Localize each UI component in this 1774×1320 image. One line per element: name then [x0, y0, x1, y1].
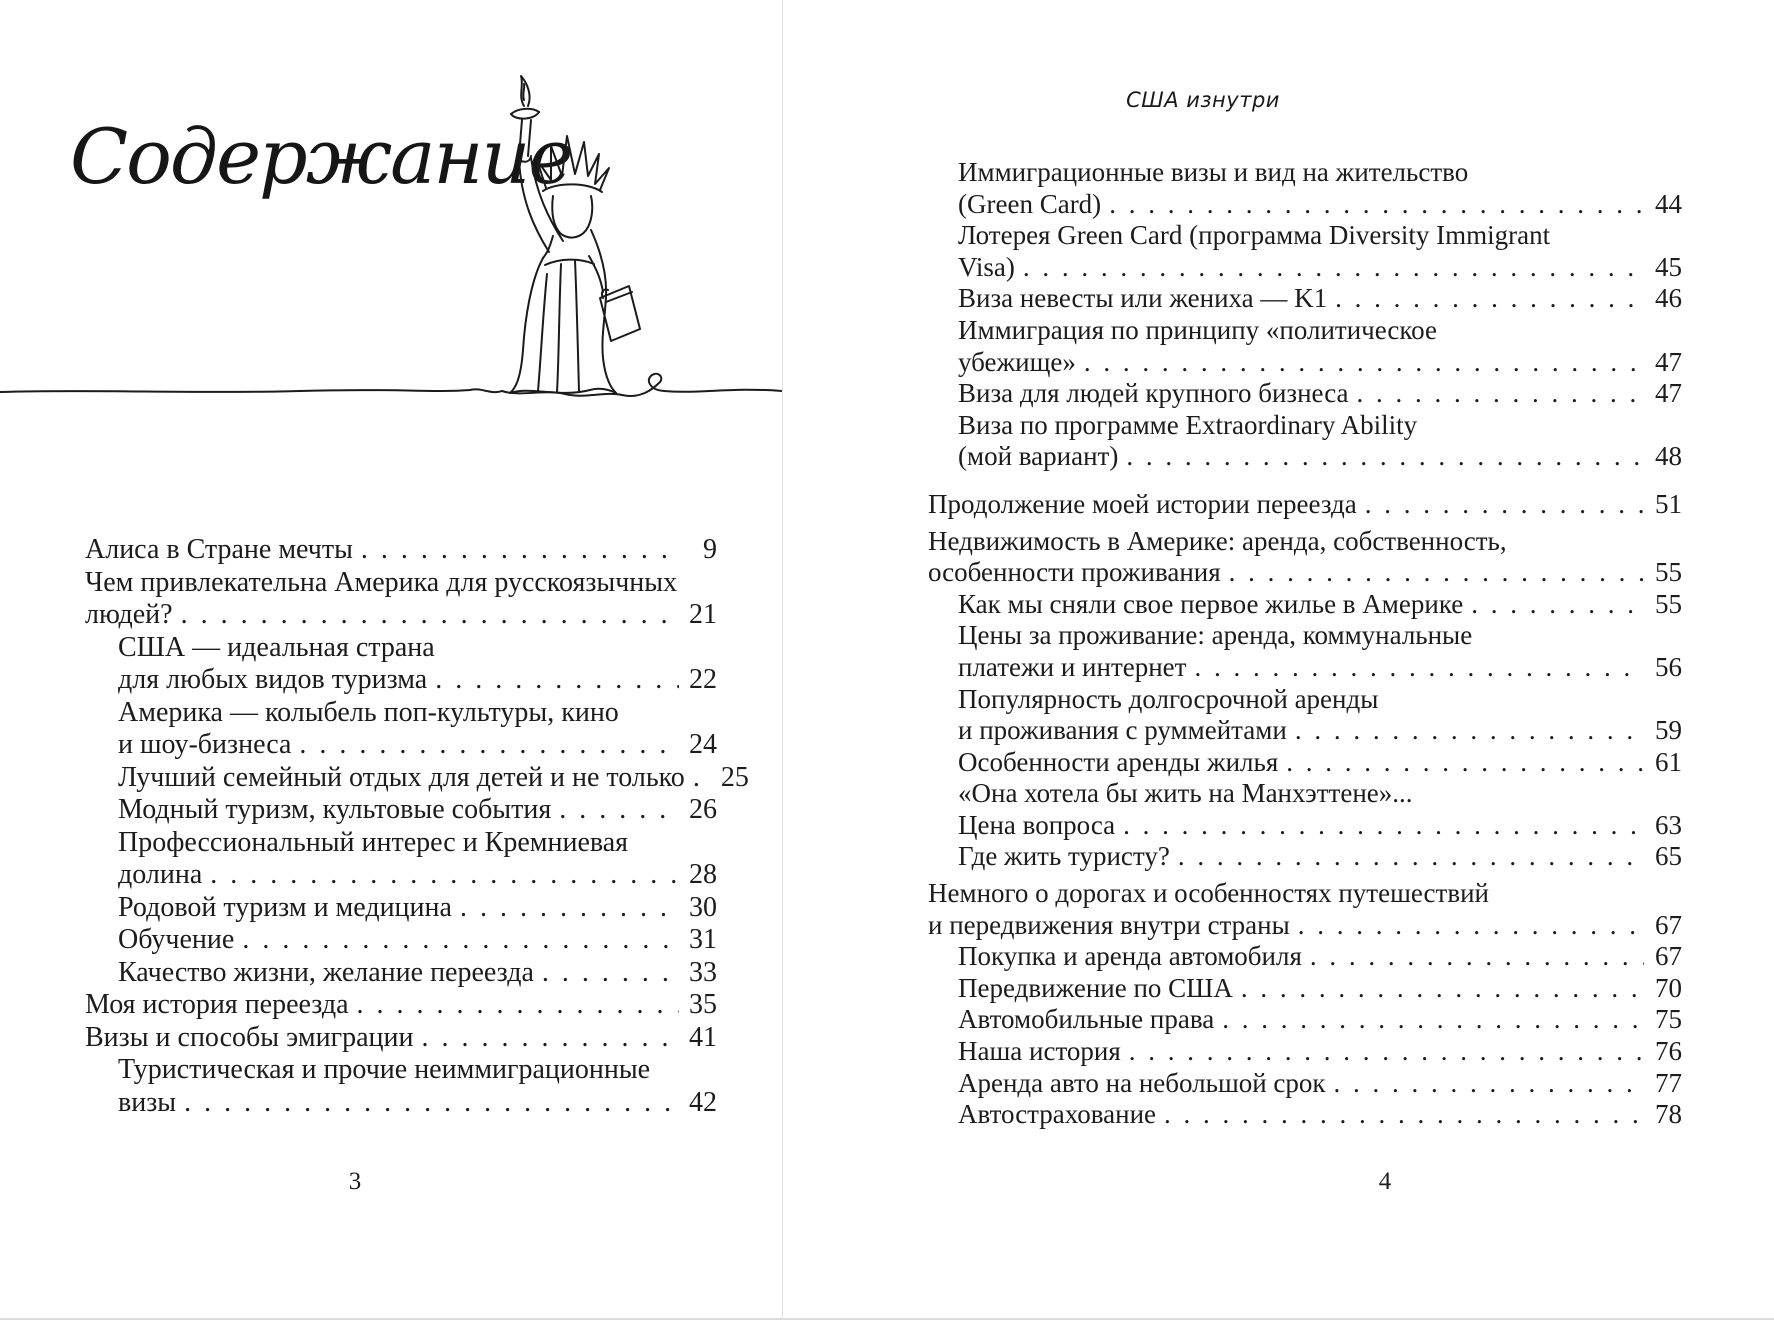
toc-entry-text: Моя история переезда: [85, 989, 349, 1020]
toc-row: [928, 1004, 1682, 1036]
right-page-number: 4: [1378, 1168, 1392, 1195]
toc-entry-text: Цены за проживание: аренда, коммунальные: [958, 620, 1473, 651]
toc-row: [928, 747, 1682, 779]
toc-page-number: 65: [1655, 841, 1682, 872]
dot-leader: [1295, 715, 1644, 747]
toc-page-number: 44: [1655, 188, 1682, 219]
toc-entry-text: Автомобильные права: [958, 1004, 1215, 1035]
toc-row: [928, 252, 1682, 284]
toc-page-number: 33: [689, 956, 717, 988]
dot-leader: [542, 957, 679, 990]
toc-entry-text: Visa): [958, 251, 1015, 282]
toc-page-number: 78: [1655, 1099, 1682, 1130]
toc-row: [928, 1099, 1682, 1131]
dot-leader: [1023, 252, 1644, 284]
toc-entry-text: Наша история: [958, 1036, 1121, 1067]
toc-page-number: 41: [689, 1021, 717, 1053]
dot-leader: [210, 859, 679, 892]
toc-row: [85, 859, 717, 892]
toc-entry-text: Модный туризм, культовые события: [118, 794, 552, 825]
toc-row: [928, 715, 1682, 747]
toc-entry-text: Алиса в Стране мечты: [85, 534, 353, 565]
toc-row: [928, 557, 1682, 589]
dot-leader: [242, 924, 679, 957]
toc-row: [928, 378, 1682, 410]
toc-row: [85, 1087, 717, 1120]
dot-leader: [1286, 747, 1644, 779]
toc-entry-text: Аренда авто на небольшой срок: [958, 1067, 1326, 1098]
toc-entry-text: (Green Card): [958, 188, 1102, 219]
toc-row: [85, 761, 749, 795]
toc-entry-text: и передвижения внутри страны: [928, 909, 1290, 940]
toc-row: [85, 697, 717, 730]
toc-entry-text: платежи и интернет: [958, 651, 1187, 682]
toc-row: [85, 892, 717, 925]
toc-row: [928, 283, 1682, 315]
dot-leader: [1084, 347, 1644, 379]
toc-row: [928, 910, 1682, 942]
toc-page-number: 55: [1655, 557, 1682, 588]
toc-page-number: 75: [1655, 1004, 1682, 1035]
dot-leader: [1123, 810, 1644, 842]
toc-row: [928, 410, 1682, 442]
toc-page-number: 67: [1655, 941, 1682, 972]
dot-leader: [435, 664, 679, 697]
toc-page-number: 45: [1655, 251, 1682, 282]
toc-entry-text: Иммиграция по принципу «политическое: [958, 314, 1437, 345]
toc-entry-text: Как мы сняли свое первое жилье в Америке: [958, 588, 1464, 619]
dot-leader: [181, 599, 679, 632]
toc-entry-text: Где жить туристу?: [958, 841, 1170, 872]
dot-leader: [1357, 378, 1645, 410]
toc-row: [85, 1054, 717, 1087]
toc-entry-text: убежище»: [958, 346, 1076, 377]
dot-leader: [1194, 652, 1644, 684]
toc-row: [85, 989, 717, 1022]
toc-entry-text: Передвижение по США: [958, 972, 1233, 1003]
toc-page-number: 21: [689, 599, 717, 630]
toc-entry-text: Иммиграционные визы и вид на жительство: [958, 157, 1469, 187]
toc-entry-text: США — идеальная страна: [118, 631, 435, 663]
toc-page-number: 28: [689, 859, 717, 890]
dot-leader: [1164, 1099, 1644, 1131]
toc-row: [85, 599, 717, 632]
toc-list-left: [85, 534, 749, 1119]
toc-page-number: 56: [1655, 651, 1682, 682]
toc-row: [928, 620, 1682, 652]
toc-entry-text: и шоу-бизнеса: [118, 729, 292, 760]
toc-page-number: 51: [1655, 488, 1682, 519]
dot-leader: [1229, 557, 1644, 589]
toc-page-number: 77: [1655, 1067, 1682, 1098]
toc-page-number: 47: [1655, 346, 1682, 377]
toc-entry-text: долина: [118, 859, 203, 890]
dot-leader: [1335, 283, 1644, 315]
toc-entry-text: Автострахование: [958, 1099, 1157, 1130]
toc-entry-text: Туристическая и прочие неиммиграционные: [118, 1054, 651, 1085]
toc-row: [85, 729, 717, 762]
toc-entry-text: визы: [118, 1086, 177, 1118]
toc-entry-text: Качество жизни, желание переезда: [118, 956, 534, 988]
toc-entry-text: Чем привлекательна Америка для русскоязычных: [85, 566, 678, 598]
toc-row: [928, 1068, 1682, 1100]
dot-leader: [1178, 841, 1644, 873]
toc-entry-text: Виза по программе Extraordinary Ability: [958, 409, 1418, 440]
toc-entry-text: Немного о дорогах и особенностях путешествий: [928, 878, 1489, 909]
toc-entry-text: Недвижимость в Америке: аренда, собственность,: [928, 525, 1507, 556]
toc-row: [928, 778, 1682, 810]
toc-page-number: 59: [1655, 715, 1682, 746]
toc-page-number: 42: [689, 1086, 717, 1118]
toc-page-number: 70: [1655, 972, 1682, 1003]
toc-page-number: 24: [689, 729, 717, 760]
toc-page-number: 26: [689, 794, 717, 825]
dot-leader: [693, 762, 711, 795]
toc-row: [85, 534, 717, 567]
dot-leader: [1109, 189, 1644, 221]
toc-row: [928, 652, 1682, 684]
toc-entry-text: Популярность долгосрочной аренды: [958, 683, 1379, 714]
toc-row: [928, 810, 1682, 842]
toc-row: [928, 941, 1682, 973]
toc-page-number: 9: [703, 534, 717, 565]
dot-leader: [1126, 441, 1644, 473]
toc-entry-text: Продолжение моей истории переезда: [928, 488, 1357, 519]
toc-entry-text: Лотерея Green Card (программа Diversity Immigrant: [958, 220, 1551, 251]
toc-page-number: 63: [1655, 809, 1682, 840]
toc-row: [928, 441, 1682, 473]
statue-of-liberty-illustration: [0, 60, 782, 410]
page-gutter-divider: [782, 0, 783, 1320]
dot-leader: [357, 989, 679, 1022]
toc-entry-text: Виза для людей крупного бизнеса: [958, 378, 1349, 409]
toc-entry-text: Визы и способы эмиграции: [85, 1021, 414, 1053]
toc-page-number: 47: [1655, 378, 1682, 409]
toc-entry-text: особенности проживания: [928, 557, 1221, 588]
toc-row: [928, 973, 1682, 1005]
toc-entry-text: (мой вариант): [958, 441, 1119, 472]
toc-entry-text: Обучение: [118, 924, 235, 955]
dot-leader: [1471, 589, 1644, 621]
toc-row: [85, 664, 717, 697]
toc-row: [85, 567, 717, 600]
toc-page-number: 55: [1655, 588, 1682, 619]
toc-row: [928, 220, 1682, 252]
toc-row: [85, 1022, 717, 1055]
dot-leader: [1334, 1068, 1644, 1100]
toc-row: [928, 841, 1682, 873]
toc-entry-text: Виза невесты или жениха — K1: [958, 283, 1328, 314]
toc-page-number: 48: [1655, 441, 1682, 472]
toc-row: [85, 827, 717, 860]
dot-leader: [361, 534, 679, 567]
dot-leader: [1129, 1036, 1644, 1068]
toc-row: [928, 157, 1682, 189]
toc-entry-text: для любых видов туризма: [118, 664, 428, 695]
toc-page-number: 30: [689, 891, 717, 923]
statue-of-liberty-icon: [0, 60, 782, 410]
toc-entry-text: Профессиональный интерес и Кремниевая: [118, 826, 629, 858]
toc-page-number: 35: [689, 989, 717, 1020]
toc-entry-text: «Она хотела бы жить на Манхэттене»...: [958, 778, 1413, 809]
toc-row: [928, 684, 1682, 716]
dot-leader: [299, 729, 679, 762]
toc-row: [928, 1036, 1682, 1068]
toc-row: [928, 347, 1682, 379]
toc-entry-text: и проживания с руммейтами: [958, 715, 1287, 746]
left-page-number: 3: [348, 1168, 362, 1195]
toc-entry-text: Америка — колыбель поп-культуры, кино: [118, 696, 619, 728]
toc-page-number: 22: [689, 664, 717, 695]
toc-page-number: 67: [1655, 909, 1682, 940]
dot-leader: [1310, 941, 1644, 973]
toc-row: [928, 489, 1682, 521]
dot-leader: [1222, 1004, 1644, 1036]
toc-row: [928, 589, 1682, 621]
toc-row: [85, 957, 717, 990]
toc-entry-text: Цена вопроса: [958, 809, 1116, 840]
running-head: США изнутри: [1126, 88, 1280, 112]
dot-leader: [184, 1087, 679, 1120]
dot-leader: [1298, 910, 1644, 942]
toc-row: [85, 924, 717, 957]
toc-row: [85, 632, 717, 665]
toc-page-number: 46: [1655, 283, 1682, 314]
toc-page-number: 76: [1655, 1036, 1682, 1067]
toc-page-number: 25: [720, 761, 749, 793]
toc-entry-text: Лучший семейный отдых для детей и не только: [118, 761, 685, 793]
toc-entry-text: Родовой туризм и медицина: [118, 891, 452, 923]
dot-leader: [421, 1022, 679, 1055]
toc-page-number: 61: [1655, 746, 1682, 777]
dot-leader: [1241, 973, 1644, 1005]
toc-list-right: [928, 157, 1682, 1131]
dot-leader: [1365, 489, 1644, 521]
dot-leader: [460, 892, 679, 925]
toc-row: [928, 189, 1682, 221]
toc-row: [928, 878, 1682, 910]
toc-row: [928, 526, 1682, 558]
toc-page-number: 31: [689, 924, 717, 955]
toc-row: [85, 794, 717, 827]
toc-title: Содержание: [70, 112, 572, 201]
toc-entry-text: людей?: [85, 599, 173, 630]
toc-entry-text: Покупка и аренда автомобиля: [958, 941, 1302, 972]
dot-leader: [559, 794, 679, 827]
toc-row: [928, 315, 1682, 347]
toc-entry-text: Особенности аренды жилья: [958, 746, 1279, 777]
